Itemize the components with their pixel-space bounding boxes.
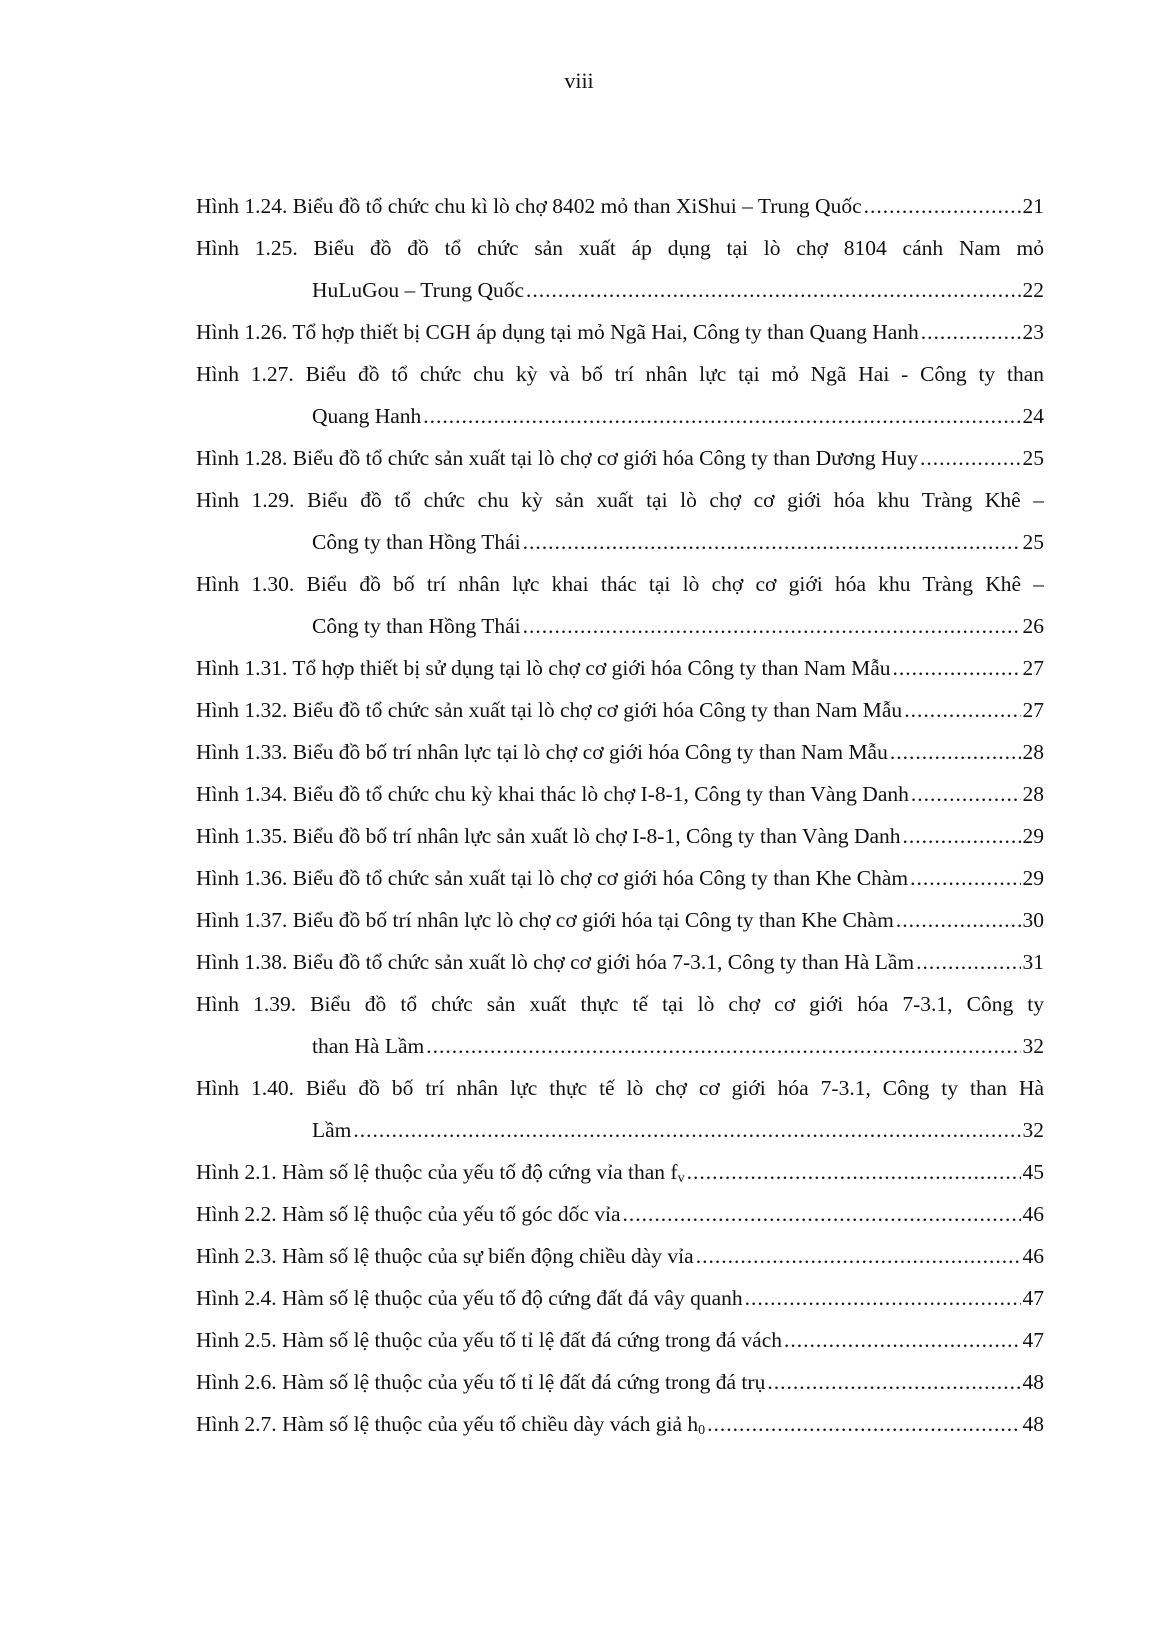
toc-entry bbox=[196, 983, 1044, 1067]
toc-entry-title bbox=[196, 1319, 782, 1361]
dot-leader bbox=[696, 1235, 1021, 1277]
toc-entry-subscript: 0 bbox=[698, 1423, 706, 1438]
toc-entry-title bbox=[196, 1361, 765, 1403]
toc-entry bbox=[196, 647, 1044, 689]
toc-entry-page: 30 bbox=[1022, 908, 1044, 932]
toc-entry-page: 29 bbox=[1022, 866, 1044, 890]
toc-entry-title-text: Hình 1.36. Biểu đồ tổ chức sản xuất tại lò chợ cơ giới hóa Công ty than Khe Chàm bbox=[196, 866, 909, 890]
dot-leader bbox=[767, 1361, 1020, 1403]
toc-entry-title-line: Hình 1.27. Biểu đồ tổ chức chu kỳ và bố trí nhân lực tại mỏ Ngã Hai - Công ty than bbox=[196, 362, 1044, 386]
toc-entry-title-text: Hình 2.4. Hàm số lệ thuộc của yếu tố độ cứng đất đá vây quanh bbox=[196, 1286, 743, 1310]
toc-entry bbox=[196, 563, 1044, 647]
toc-entry-subscript: v bbox=[677, 1171, 685, 1186]
toc-entry-last-line bbox=[196, 1193, 1044, 1235]
toc-entry-last-line bbox=[196, 941, 1044, 983]
toc-entry bbox=[196, 227, 1044, 311]
toc-entry-last-line bbox=[196, 437, 1044, 479]
dot-leader bbox=[423, 395, 1020, 437]
dot-leader bbox=[523, 605, 1021, 647]
toc-entry-title-line: Hình 1.39. Biểu đồ tổ chức sản xuất thực tế tại lò chợ cơ giới hóa 7-3.1, Công ty bbox=[196, 992, 1044, 1016]
toc-entry-last-line bbox=[196, 1361, 1044, 1403]
toc-entry bbox=[196, 311, 1044, 353]
toc-entry-title-text: Hình 2.5. Hàm số lệ thuộc của yếu tố tỉ lệ đất đá cứng trong đá vách bbox=[196, 1328, 783, 1352]
toc-entry-title-text: Hình 2.7. Hàm số lệ thuộc của yếu tố chiều dày vách giả h bbox=[196, 1412, 699, 1436]
toc-entry-last-line bbox=[196, 731, 1044, 773]
toc-entry bbox=[196, 689, 1044, 731]
toc-entry bbox=[196, 773, 1044, 815]
toc-entry bbox=[196, 1319, 1044, 1361]
toc-entry bbox=[196, 479, 1044, 563]
dot-leader bbox=[910, 857, 1020, 899]
toc-entry-last-line bbox=[196, 269, 1044, 311]
toc-entry-page: 27 bbox=[1022, 698, 1044, 722]
toc-entry-page: 27 bbox=[1022, 656, 1044, 680]
toc-entry-title-line: Hình 1.40. Biểu đồ bố trí nhân lực thực tế lò chợ cơ giới hóa 7-3.1, Công ty than Hà bbox=[196, 1076, 1044, 1100]
toc-entry-title-text: Hình 1.32. Biểu đồ tổ chức sản xuất tại lò chợ cơ giới hóa Công ty than Nam Mẫu bbox=[196, 698, 903, 722]
toc-entry-title bbox=[312, 521, 521, 563]
toc-entry bbox=[196, 941, 1044, 983]
dot-leader bbox=[896, 899, 1021, 941]
dot-leader bbox=[687, 1151, 1021, 1193]
toc-entry bbox=[196, 1067, 1044, 1151]
toc-entry bbox=[196, 1235, 1044, 1277]
toc-entry-last-line bbox=[196, 1025, 1044, 1067]
toc-entry-title-text: Hình 1.24. Biểu đồ tổ chức chu kì lò chợ 8402 mỏ than XiShui – Trung Quốc bbox=[196, 194, 862, 218]
toc-entry-title-text: Hình 2.2. Hàm số lệ thuộc của yếu tố góc dốc vỉa bbox=[196, 1202, 621, 1226]
dot-leader bbox=[353, 1109, 1020, 1151]
toc-entry-title bbox=[312, 1109, 351, 1151]
dot-leader bbox=[903, 815, 1021, 857]
toc-entry bbox=[196, 899, 1044, 941]
toc-entry-title bbox=[196, 437, 918, 479]
toc-entry-last-line bbox=[196, 605, 1044, 647]
toc-entry bbox=[196, 1403, 1044, 1445]
toc-entry-title-text: Hình 2.3. Hàm số lệ thuộc của sự biến động chiều dày vỉa bbox=[196, 1244, 694, 1268]
dot-leader bbox=[745, 1277, 1021, 1319]
toc-entry-page: 25 bbox=[1022, 446, 1044, 470]
toc-entry bbox=[196, 353, 1044, 437]
toc-entry bbox=[196, 437, 1044, 479]
toc-entry-title-line: Hình 1.30. Biểu đồ bố trí nhân lực khai thác tại lò chợ cơ giới hóa khu Tràng Khê – bbox=[196, 572, 1044, 596]
toc-entry-last-line bbox=[196, 815, 1044, 857]
toc-entry-last-line bbox=[196, 1109, 1044, 1151]
toc-entry-page: 48 bbox=[1022, 1370, 1044, 1394]
toc-entry-title-line: Hình 1.25. Biểu đồ đồ tổ chức sản xuất áp dụng tại lò chợ 8104 cánh Nam mỏ bbox=[196, 236, 1044, 260]
toc-entry-title bbox=[196, 941, 914, 983]
toc-entry-page: 47 bbox=[1022, 1328, 1044, 1352]
toc-entry bbox=[196, 185, 1044, 227]
dot-leader bbox=[890, 731, 1021, 773]
toc-entry-last-line bbox=[196, 311, 1044, 353]
toc-entry-title-line: Hình 1.29. Biểu đồ tổ chức chu kỳ sản xuất tại lò chợ cơ giới hóa khu Tràng Khê – bbox=[196, 488, 1044, 512]
toc-entry-title bbox=[196, 857, 908, 899]
dot-leader bbox=[526, 269, 1020, 311]
toc-entry-title bbox=[196, 1151, 685, 1193]
toc-entry-last-line bbox=[196, 1403, 1044, 1445]
toc-entry-last-line bbox=[196, 773, 1044, 815]
toc-entry-page: 29 bbox=[1022, 824, 1044, 848]
dot-leader bbox=[707, 1403, 1020, 1445]
toc-entry-title bbox=[196, 647, 891, 689]
toc-entry-title-text: Hình 2.6. Hàm số lệ thuộc của yếu tố tỉ lệ đất đá cứng trong đá trụ bbox=[196, 1370, 766, 1394]
toc-entry-last-line bbox=[196, 395, 1044, 437]
toc-entry-title bbox=[196, 1193, 621, 1235]
toc-entry-title-text: Hình 1.37. Biểu đồ bố trí nhân lực lò chợ cơ giới hóa tại Công ty than Khe Chàm bbox=[196, 908, 894, 932]
toc-entry-title bbox=[312, 605, 521, 647]
toc-entry-title-text: Hình 1.33. Biểu đồ bố trí nhân lực tại lò chợ cơ giới hóa Công ty than Nam Mẫu bbox=[196, 740, 888, 764]
toc-entry bbox=[196, 857, 1044, 899]
dot-leader bbox=[426, 1025, 1020, 1067]
toc-entry bbox=[196, 1361, 1044, 1403]
toc-entry-last-line bbox=[196, 521, 1044, 563]
toc-entry bbox=[196, 1151, 1044, 1193]
page-number: viii bbox=[564, 68, 594, 93]
dot-leader bbox=[523, 521, 1021, 563]
toc-entry-page: 32 bbox=[1022, 1034, 1044, 1058]
toc-entry-title bbox=[196, 311, 919, 353]
toc-entry-title bbox=[312, 1025, 424, 1067]
toc-entry-last-line bbox=[196, 1235, 1044, 1277]
toc-entry-last-line bbox=[196, 689, 1044, 731]
toc-entry-page: 28 bbox=[1022, 782, 1044, 806]
toc-entry bbox=[196, 815, 1044, 857]
toc-entry-title bbox=[196, 185, 862, 227]
toc-entry-title-text: Hình 1.31. Tổ hợp thiết bị sử dụng tại lò chợ cơ giới hóa Công ty than Nam Mẫu bbox=[196, 656, 891, 680]
toc-entry-title-text: Công ty than Hồng Thái bbox=[312, 530, 521, 554]
toc-entry-page: 32 bbox=[1022, 1118, 1044, 1142]
toc-entry-page: 22 bbox=[1022, 278, 1044, 302]
dot-leader bbox=[916, 941, 1020, 983]
toc-entry-page: 28 bbox=[1022, 740, 1044, 764]
dot-leader bbox=[864, 185, 1021, 227]
toc-entry-last-line bbox=[196, 1151, 1044, 1193]
toc-entry bbox=[196, 731, 1044, 773]
toc-entry-title bbox=[196, 899, 894, 941]
toc-entry-last-line bbox=[196, 185, 1044, 227]
toc-entry-last-line bbox=[196, 647, 1044, 689]
toc-entry-title-text: Quang Hanh bbox=[312, 404, 422, 428]
dot-leader bbox=[921, 311, 1021, 353]
toc-entry-page: 24 bbox=[1022, 404, 1044, 428]
toc-entry-last-line bbox=[196, 899, 1044, 941]
toc-entry-page: 45 bbox=[1022, 1160, 1044, 1184]
toc-entry-title-text: Hình 1.28. Biểu đồ tổ chức sản xuất tại lò chợ cơ giới hóa Công ty than Dương Huy bbox=[196, 446, 919, 470]
dot-leader bbox=[784, 1319, 1020, 1361]
toc-entry-title-text: Hình 1.35. Biểu đồ bố trí nhân lực sản xuất lò chợ I-8-1, Công ty than Vàng Danh bbox=[196, 824, 901, 848]
toc-entry-title bbox=[312, 395, 421, 437]
list-of-figures bbox=[196, 185, 1044, 1445]
toc-entry-title-text: HuLuGou – Trung Quốc bbox=[312, 278, 525, 302]
toc-entry-last-line bbox=[196, 857, 1044, 899]
toc-entry-page: 23 bbox=[1022, 320, 1044, 344]
toc-entry-page: 25 bbox=[1022, 530, 1044, 554]
toc-entry-title bbox=[196, 815, 901, 857]
toc-entry-title bbox=[196, 689, 902, 731]
toc-entry-title-text: Hình 1.38. Biểu đồ tổ chức sản xuất lò chợ cơ giới hóa 7-3.1, Công ty than Hà Lầm bbox=[196, 950, 915, 974]
toc-entry-title-text: than Hà Lầm bbox=[312, 1034, 425, 1058]
toc-entry-page: 31 bbox=[1022, 950, 1044, 974]
toc-entry-title-text: Hình 2.1. Hàm số lệ thuộc của yếu tố độ cứng vỉa than f bbox=[196, 1160, 678, 1184]
dot-leader bbox=[893, 647, 1021, 689]
toc-entry-page: 46 bbox=[1022, 1244, 1044, 1268]
toc-entry-title bbox=[196, 731, 888, 773]
toc-entry bbox=[196, 1277, 1044, 1319]
dot-leader bbox=[911, 773, 1021, 815]
toc-entry-last-line bbox=[196, 1319, 1044, 1361]
dot-leader bbox=[904, 689, 1020, 731]
toc-entry-title bbox=[196, 1235, 694, 1277]
toc-entry-title bbox=[196, 1277, 743, 1319]
toc-entry-page: 46 bbox=[1022, 1202, 1044, 1226]
toc-entry-title bbox=[196, 773, 909, 815]
toc-entry-title-text: Lầm bbox=[312, 1118, 352, 1142]
toc-entry-title-text: Hình 1.34. Biểu đồ tổ chức chu kỳ khai thác lò chợ I-8-1, Công ty than Vàng Danh bbox=[196, 782, 909, 806]
toc-entry-title bbox=[312, 269, 524, 311]
toc-entry-title-text: Hình 1.26. Tổ hợp thiết bị CGH áp dụng tại mỏ Ngã Hai, Công ty than Quang Hanh bbox=[196, 320, 919, 344]
toc-entry-page: 21 bbox=[1022, 194, 1044, 218]
dot-leader bbox=[920, 437, 1020, 479]
dot-leader bbox=[623, 1193, 1021, 1235]
toc-entry-page: 26 bbox=[1022, 614, 1044, 638]
toc-entry-last-line bbox=[196, 1277, 1044, 1319]
toc-entry-page: 47 bbox=[1022, 1286, 1044, 1310]
toc-entry-title bbox=[196, 1403, 705, 1445]
toc-entry-title-text: Công ty than Hồng Thái bbox=[312, 614, 521, 638]
toc-entry bbox=[196, 1193, 1044, 1235]
toc-entry-page: 48 bbox=[1022, 1412, 1044, 1436]
